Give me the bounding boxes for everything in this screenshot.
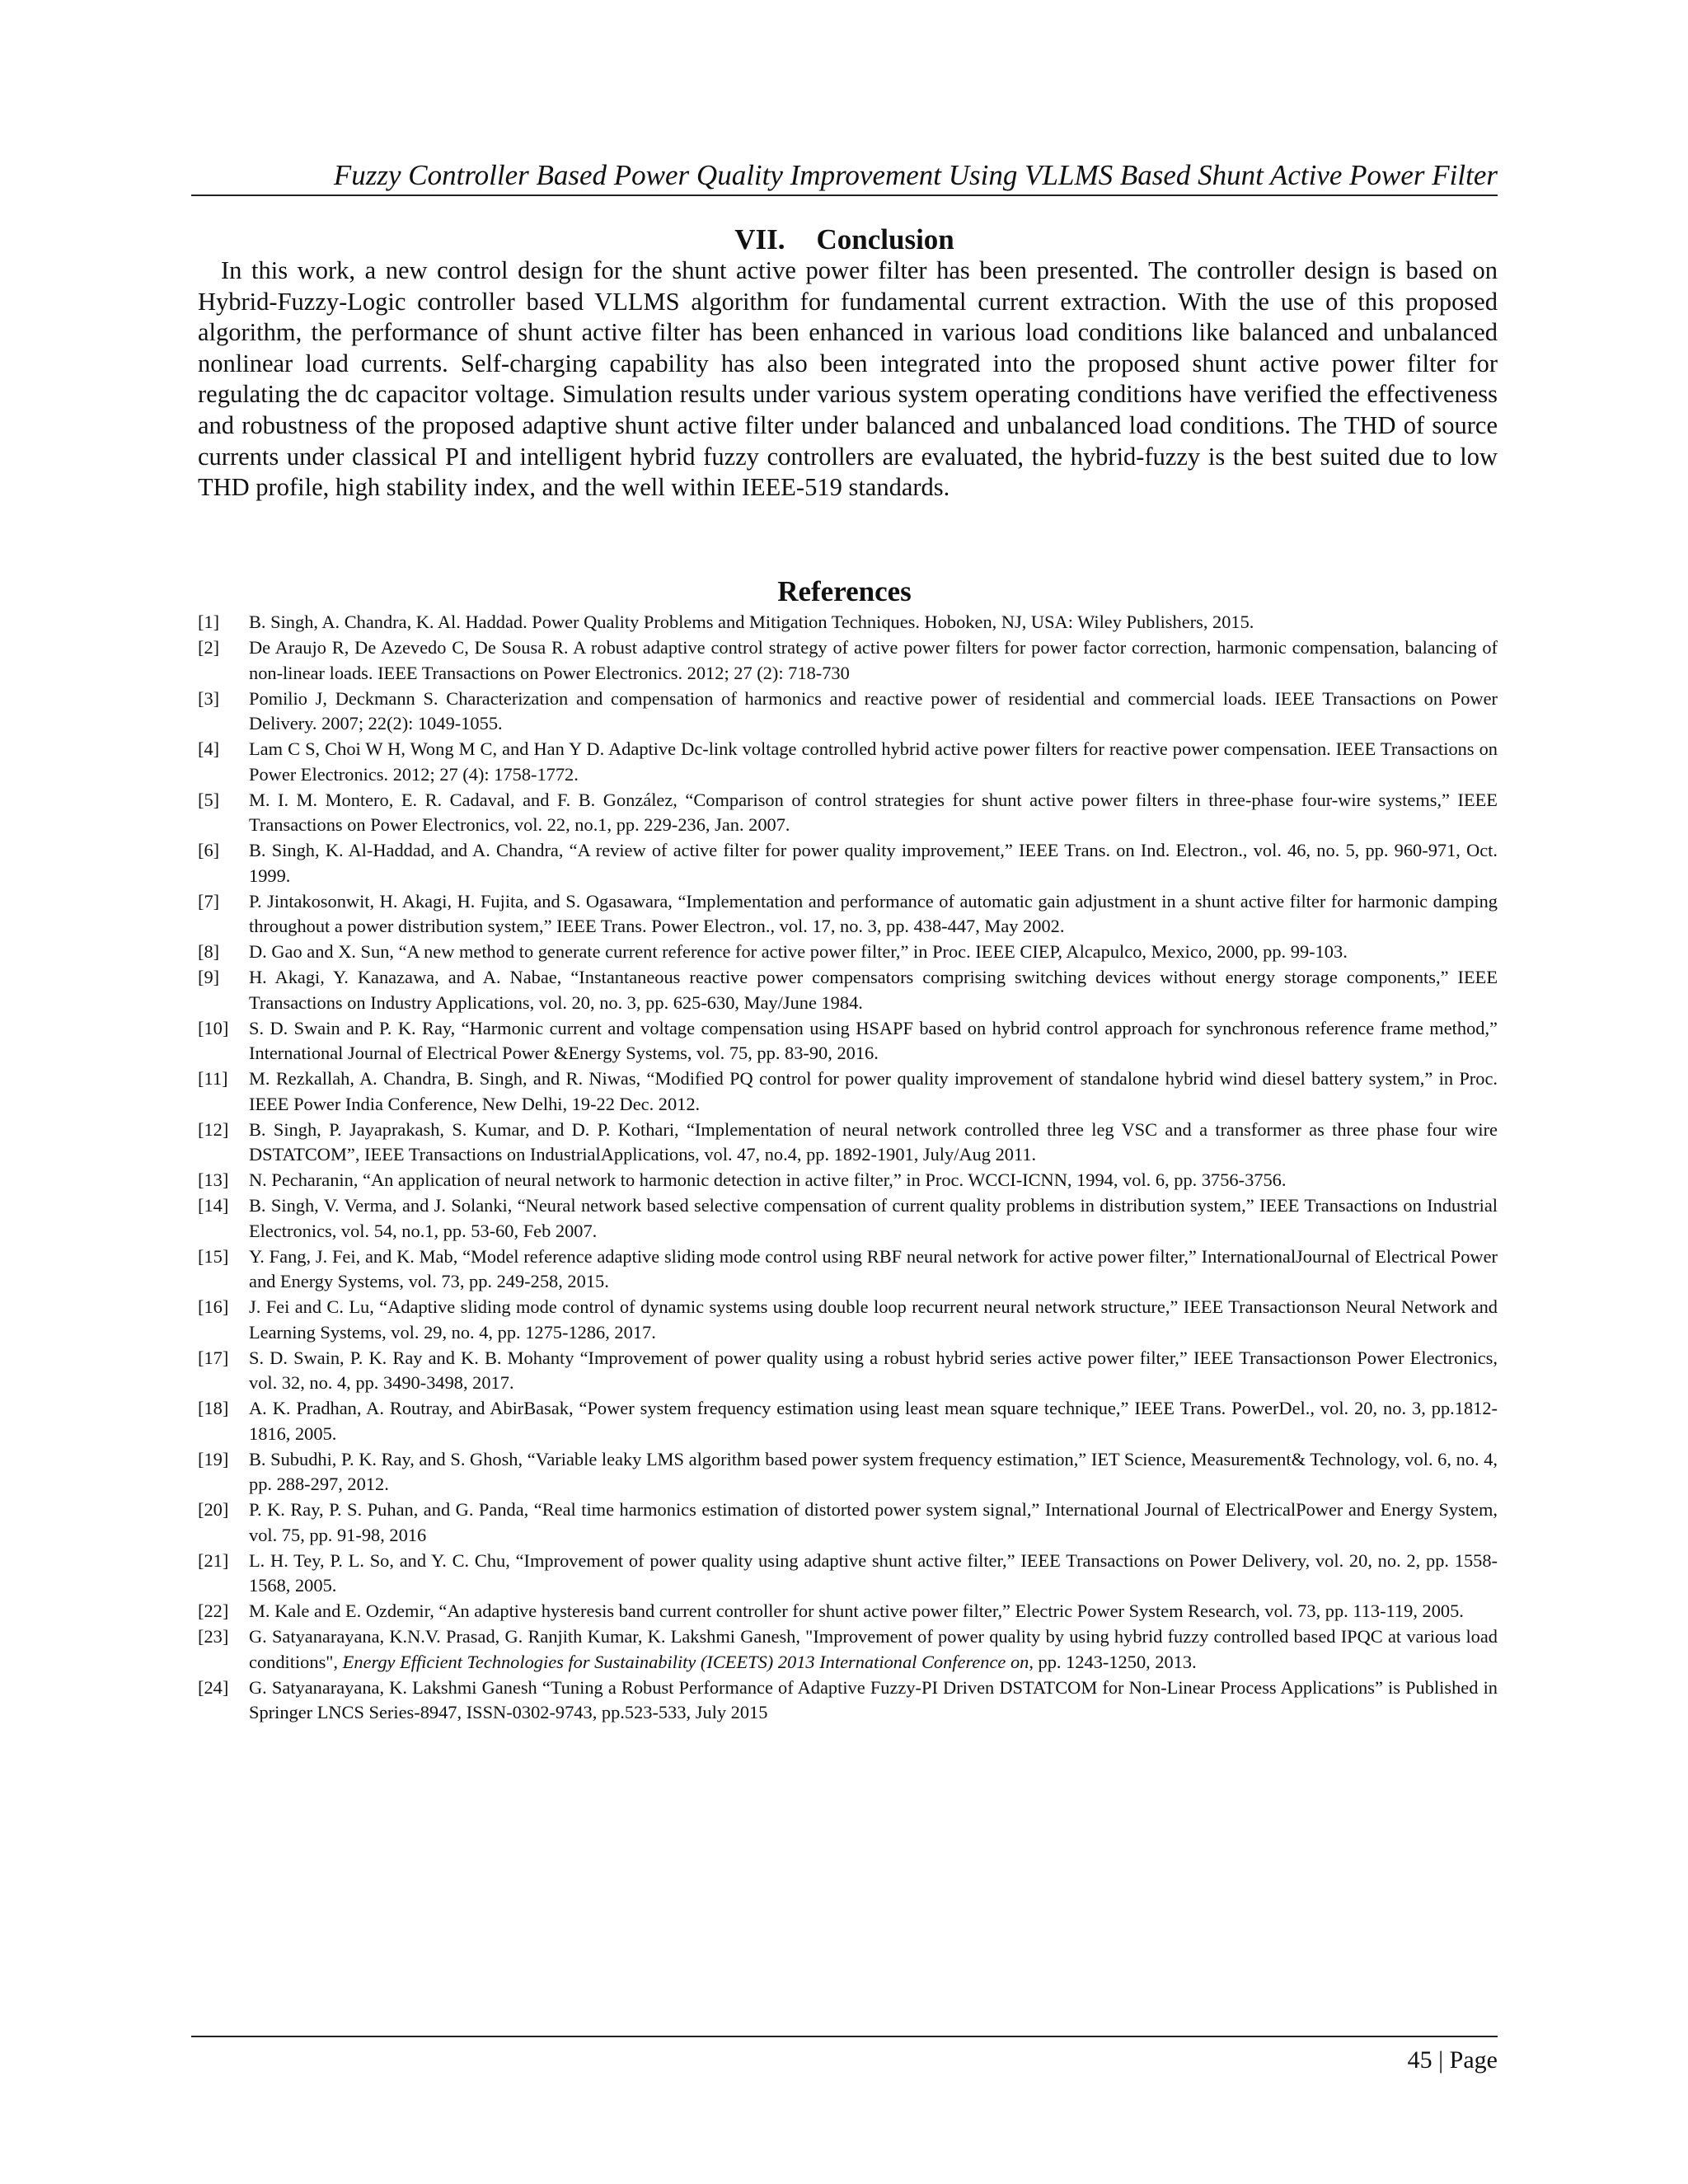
reference-text: B. Singh, A. Chandra, K. Al. Haddad. Power Quality Problems and Mitigation Techniques. Hoboken, NJ, USA: Wiley Publishers, 2015. — [249, 612, 1254, 632]
conclusion-paragraph: In this work, a new control design for the shunt active power filter has been presented. The controller design is based on Hybrid-Fuzzy-Logic controller based VLLMS algorithm for fundamental current extraction. With the use of this proposed algorithm, the performance of shunt active filter has been enhanced in various load conditions like balanced and unbalanced nonlinear load currents. Self-charging capability has also been integrated into the proposed shunt active power filter for regulating the dc capacitor voltage. Simulation results under various system operating conditions have verified the effectiveness and robustness of the proposed adaptive shunt active filter under balanced and unbalanced load conditions. The THD of source currents under classical PI and intelligent hybrid fuzzy controllers are evaluated, the hybrid-fuzzy is the best suited due to low THD profile, high stability index, and the well within IEEE-519 standards. — [198, 256, 1498, 502]
reference-number: [14] — [198, 1195, 229, 1216]
reference-text-part: G. Satyanarayana, K.N.V. Prasad, G. Ranjith Kumar, K. Lakshmi Ganesh, "Improvement of power quality by using hybrid fuzzy controlled based IPQC at various load conditions", — [249, 1626, 1498, 1672]
page-number: 45 | Page — [1407, 2046, 1498, 2074]
reference-text: D. Gao and X. Sun, “A new method to generate current reference for active power filter,” in Proc. IEEE CIEP, Alcapulco, Mexico, 2000, pp. 99-103. — [249, 941, 1348, 962]
reference-text — [249, 1624, 1498, 1675]
footer-rule — [191, 2036, 1498, 2037]
reference-number: [6] — [198, 840, 220, 860]
reference-text: G. Satyanarayana, K. Lakshmi Ganesh “Tuning a Robust Performance of Adaptive Fuzzy-PI Driven DSTATCOM for Non-Linear Process Applications” is Published in Springer LNCS Series-8947, ISSN-0302-9743, pp.523-533, July 2015 — [249, 1676, 1498, 1722]
section-number: VII. — [734, 223, 785, 255]
reference-number: [13] — [198, 1169, 229, 1190]
reference-number: [2] — [198, 637, 220, 658]
reference-number: [20] — [198, 1499, 229, 1520]
reference-number: [15] — [198, 1245, 229, 1267]
reference-text: A. K. Pradhan, A. Routray, and AbirBasak, “Power system frequency estimation using least mean square technique,” IEEE Trans. PowerDel., vol. 20, no. 3, pp.1812-1816, 2005. — [249, 1398, 1498, 1444]
reference-item — [198, 1497, 1498, 1548]
reference-item — [198, 1168, 1498, 1193]
reference-text: Lam C S, Choi W H, Wong M C, and Han Y D. Adaptive Dc-link voltage controlled hybrid active power filters for reactive power compensation. IEEE Transactions on Power Electronics. 2012; 27 (4): 1758-1772. — [249, 738, 1498, 785]
reference-italic-title: Energy Efficient Technologies for Sustainability (ICEETS) 2013 International Conference on — [342, 1651, 1029, 1672]
reference-number: [12] — [198, 1118, 229, 1140]
reference-item — [198, 965, 1498, 1015]
reference-number: [24] — [198, 1676, 229, 1698]
reference-number: [18] — [198, 1398, 229, 1418]
reference-text: B. Singh, P. Jayaprakash, S. Kumar, and D. P. Kothari, “Implementation of neural network controlled three leg VSC and a transformer as three phase four wire DSTATCOM”, IEEE Transactions on IndustrialApplications, vol. 47, no.4, pp. 1892-1901, July/Aug 2011. — [249, 1118, 1498, 1165]
reference-text: Y. Fang, J. Fei, and K. Mab, “Model reference adaptive sliding mode control using RBF neural network for active power filter,” InternationalJournal of Electrical Power and Energy Systems, vol. 73, pp. 249-258, 2015. — [249, 1245, 1498, 1291]
reference-list — [198, 610, 1498, 1726]
reference-text: P. Jintakosonwit, H. Akagi, H. Fujita, and S. Ogasawara, “Implementation and performance of automatic gain adjustment in a shunt active filter for harmonic damping throughout a power distribution system,” IEEE Trans. Power Electron., vol. 17, no. 3, pp. 438-447, May 2002. — [249, 890, 1498, 936]
running-header: Fuzzy Controller Based Power Quality Improvement Using VLLMS Based Shunt Active Power Filter — [333, 159, 1498, 191]
reference-number: [3] — [198, 687, 220, 709]
reference-number: [21] — [198, 1549, 229, 1571]
reference-item — [198, 1675, 1498, 1726]
reference-item — [198, 1549, 1498, 1599]
reference-item — [198, 788, 1498, 838]
reference-item — [198, 1066, 1498, 1117]
reference-number: [22] — [198, 1601, 229, 1621]
reference-number: [8] — [198, 941, 220, 962]
reference-item — [198, 1193, 1498, 1244]
reference-item — [198, 737, 1498, 787]
reference-text: S. D. Swain and P. K. Ray, “Harmonic current and voltage compensation using HSAPF based on hybrid control approach for synchronous reference frame method,” International Journal of Electrical Power &Energy Systems, vol. 75, pp. 83-90, 2016. — [249, 1017, 1498, 1063]
reference-number: [17] — [198, 1347, 229, 1368]
reference-text-part: , pp. 1243-1250, 2013. — [1029, 1651, 1197, 1672]
reference-number: [11] — [198, 1068, 228, 1089]
reference-text: De Araujo R, De Azevedo C, De Sousa R. A robust adaptive control strategy of active power filters for power factor correction, harmonic compensation, balancing of non-linear loads. IEEE Transactions on Power Electronics. 2012; 27 (2): 718-730 — [249, 637, 1498, 683]
reference-item — [198, 889, 1498, 940]
reference-number: [5] — [198, 789, 220, 810]
reference-item — [198, 1016, 1498, 1066]
reference-text: B. Singh, K. Al-Haddad, and A. Chandra, “A review of active filter for power quality improvement,” IEEE Trans. on Ind. Electron., vol. 46, no. 5, pp. 960-971, Oct. 1999. — [249, 840, 1498, 886]
reference-item — [198, 687, 1498, 737]
reference-item — [198, 940, 1498, 965]
reference-item — [198, 1346, 1498, 1396]
reference-text: H. Akagi, Y. Kanazawa, and A. Nabae, “Instantaneous reactive power compensators comprising switching devices without energy storage components,” IEEE Transactions on Industry Applications, vol. 20, no. 3, pp. 625-630, May/June 1984. — [249, 967, 1498, 1013]
references-heading: References — [777, 575, 912, 607]
reference-text: J. Fei and C. Lu, “Adaptive sliding mode control of dynamic systems using double loop recurrent neural network structure,” IEEE Transactionson Neural Network and Learning Systems, vol. 29, no. 4, pp. 1275-1286, 2017. — [249, 1296, 1498, 1343]
reference-item — [198, 1295, 1498, 1345]
reference-item — [198, 1396, 1498, 1446]
reference-text: P. K. Ray, P. S. Puhan, and G. Panda, “Real time harmonics estimation of distorted power system signal,” International Journal of ElectricalPower and Energy System, vol. 75, pp. 91-98, 2016 — [249, 1499, 1498, 1545]
reference-text: Pomilio J, Deckmann S. Characterization and compensation of harmonics and reactive power of residential and commercial loads. IEEE Transactions on Power Delivery. 2007; 22(2): 1049-1055. — [249, 687, 1498, 733]
reference-number: [10] — [198, 1017, 229, 1038]
reference-item — [198, 635, 1498, 686]
reference-text: M. Kale and E. Ozdemir, “An adaptive hysteresis band current controller for shunt active power filter,” Electric Power System Research, vol. 73, pp. 113-119, 2005. — [249, 1601, 1464, 1621]
reference-text: B. Subudhi, P. K. Ray, and S. Ghosh, “Variable leaky LMS algorithm based power system frequency estimation,” IET Science, Measurement& Technology, vol. 6, no. 4, pp. 288-297, 2012. — [249, 1448, 1498, 1494]
conclusion-heading — [191, 223, 1498, 257]
reference-text: B. Singh, V. Verma, and J. Solanki, “Neural network based selective compensation of current quality problems in distribution system,” IEEE Transactions on Industrial Electronics, vol. 54, no.1, pp. 53-60, Feb 2007. — [249, 1195, 1498, 1241]
reference-item — [198, 610, 1498, 635]
reference-item — [198, 1624, 1498, 1675]
reference-number: [9] — [198, 967, 220, 987]
reference-number: [7] — [198, 890, 220, 912]
reference-item — [198, 1447, 1498, 1497]
reference-number: [23] — [198, 1626, 229, 1647]
reference-text: N. Pecharanin, “An application of neural network to harmonic detection in active filter,” in Proc. WCCI-ICNN, 1994, vol. 6, pp. 3756-3756. — [249, 1169, 1287, 1190]
reference-text: S. D. Swain, P. K. Ray and K. B. Mohanty “Improvement of power quality using a robust hybrid series active power filter,” IEEE Transactionson Power Electronics, vol. 32, no. 4, pp. 3490-3498, 2017. — [249, 1347, 1498, 1393]
reference-text: L. H. Tey, P. L. So, and Y. C. Chu, “Improvement of power quality using adaptive shunt active filter,” IEEE Transactions on Power Delivery, vol. 20, no. 2, pp. 1558-1568, 2005. — [249, 1549, 1498, 1596]
reference-item — [198, 838, 1498, 888]
reference-number: [4] — [198, 738, 220, 759]
reference-number: [16] — [198, 1296, 229, 1317]
reference-item — [198, 1599, 1498, 1624]
reference-item — [198, 1244, 1498, 1295]
reference-number: [1] — [198, 612, 220, 632]
reference-text: M. I. M. Montero, E. R. Cadaval, and F. B. González, “Comparison of control strategies for shunt active power filters in three-phase four-wire systems,” IEEE Transactions on Power Electronics, vol. 22, no.1, pp. 229-236, Jan. 2007. — [249, 789, 1498, 835]
reference-item — [198, 1118, 1498, 1168]
reference-text: M. Rezkallah, A. Chandra, B. Singh, and R. Niwas, “Modified PQ control for power quality improvement of standalone hybrid wind diesel battery system,” in Proc. IEEE Power India Conference, New Delhi, 19-22 Dec. 2012. — [249, 1068, 1498, 1114]
reference-number: [19] — [198, 1448, 229, 1469]
section-title: Conclusion — [816, 223, 954, 255]
header-rule — [191, 194, 1498, 196]
